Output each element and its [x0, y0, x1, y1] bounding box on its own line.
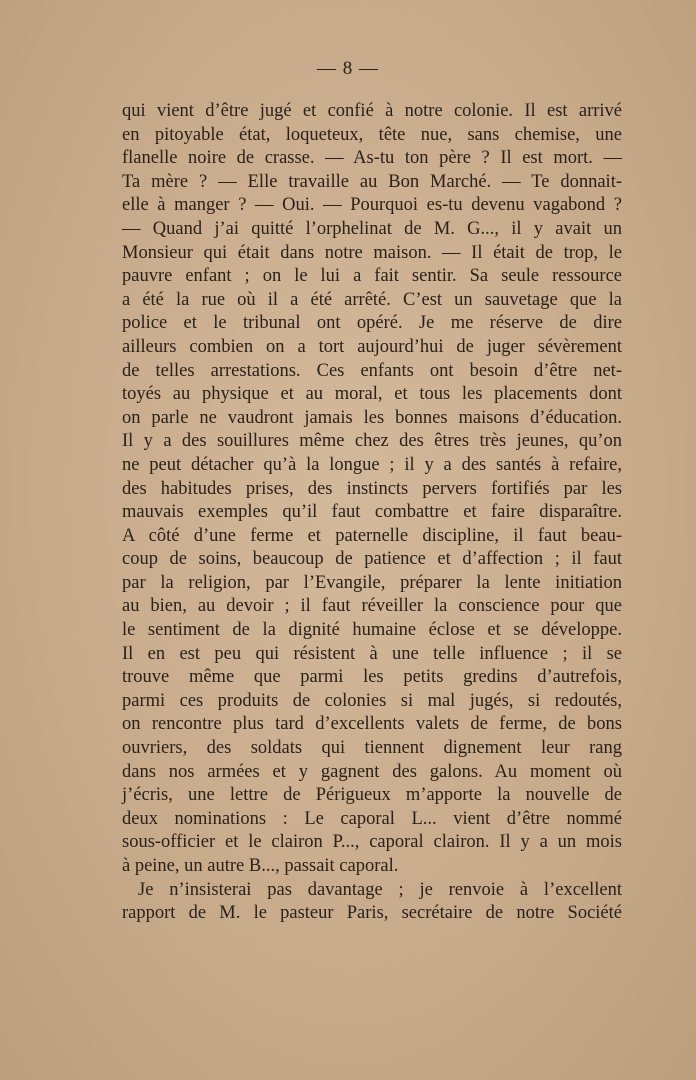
text-line: parmi ces produits de colonies si mal jugés, si redoutés, — [122, 690, 622, 711]
text-line: pauvre enfant ; on le lui a fait sentir. Sa seule ressource — [122, 266, 622, 287]
page-number: — 8 — — [317, 58, 379, 79]
text-line: coup de soins, beaucoup de patience et d’affection ; il faut — [122, 549, 622, 570]
text-line: Il en est peu qui résistent à une telle influence ; il se — [122, 643, 622, 664]
text-line: de telles arrestations. Ces enfants ont besoin d’être net- — [122, 360, 622, 381]
text-line: sous-officier et le clairon P..., caporal clairon. Il y a un mois — [122, 832, 622, 853]
text-line: deux nominations : Le caporal L... vient d’être nommé — [122, 808, 622, 829]
text-line: Ta mère ? — Elle travaille au Bon Marché. — Te donnait- — [122, 171, 622, 192]
text-line: rapport de M. le pasteur Paris, secrétaire de notre Société — [122, 903, 622, 924]
text-line: à peine, un autre B..., passait caporal. — [122, 856, 399, 876]
text-line: on parle ne vaudront jamais les bonnes maisons d’éducation. — [122, 407, 622, 428]
text-line: elle à manger ? — Oui. — Pourquoi es-tu devenu vagabond ? — [122, 195, 622, 216]
text-line: Monsieur qui était dans notre maison. — Il était de trop, le — [122, 242, 622, 263]
text-line: qui vient d’être jugé et confié à notre colonie. Il est arrivé — [122, 101, 622, 121]
text-line: des habitudes prises, des instincts pervers fortifiés par les — [122, 478, 622, 499]
text-line: A côté d’une ferme et paternelle discipline, il faut beau- — [122, 525, 622, 546]
text-line: trouve même que parmi les petits gredins d’autrefois, — [122, 667, 622, 688]
text-line: mauvais exemples qu’il faut combattre et faire disparaître. — [122, 502, 622, 523]
text-line: flanelle noire de crasse. — As-tu ton père ? Il est mort. — — [122, 148, 622, 169]
text-line: — Quand j’ai quitté l’orphelinat de M. G..., il y avait un — [122, 218, 622, 239]
text-line: Je n’insisterai pas davantage ; je renvoie à l’excellent — [138, 879, 622, 900]
text-line: j’écris, une lettre de Périgueux m’apporte la nouvelle de — [122, 785, 622, 806]
text-line: ouvriers, des soldats qui tiennent dignement leur rang — [122, 738, 622, 759]
text-line: dans nos armées et y gagnent des galons. Au moment où — [122, 761, 622, 782]
text-line: le sentiment de la dignité humaine éclose et se développe. — [122, 620, 622, 641]
text-line: par la religion, par l’Evangile, préparer la lente initiation — [122, 572, 622, 593]
text-line: ne peut détacher qu’à la longue ; il y a des santés à refaire, — [122, 454, 622, 475]
text-line: a été la rue où il a été arrêté. C’est un sauvetage que la — [122, 289, 622, 310]
text-line: en pitoyable état, loqueteux, tête nue, sans chemise, une — [122, 124, 622, 145]
text-line: police et le tribunal ont opéré. Je me réserve de dire — [122, 313, 622, 334]
text-line: ailleurs combien on a tort aujourd’hui de juger sévèrement — [122, 336, 622, 357]
text-line: Il y a des souillures même chez des êtres très jeunes, qu’on — [122, 431, 622, 452]
text-line: on rencontre plus tard d’excellents valets de ferme, de bons — [122, 714, 622, 735]
text-line: au bien, au devoir ; il faut réveiller la conscience pour que — [122, 596, 622, 617]
body-text — [122, 100, 622, 926]
text-line: toyés au physique et au moral, et tous les placements dont — [122, 384, 622, 405]
